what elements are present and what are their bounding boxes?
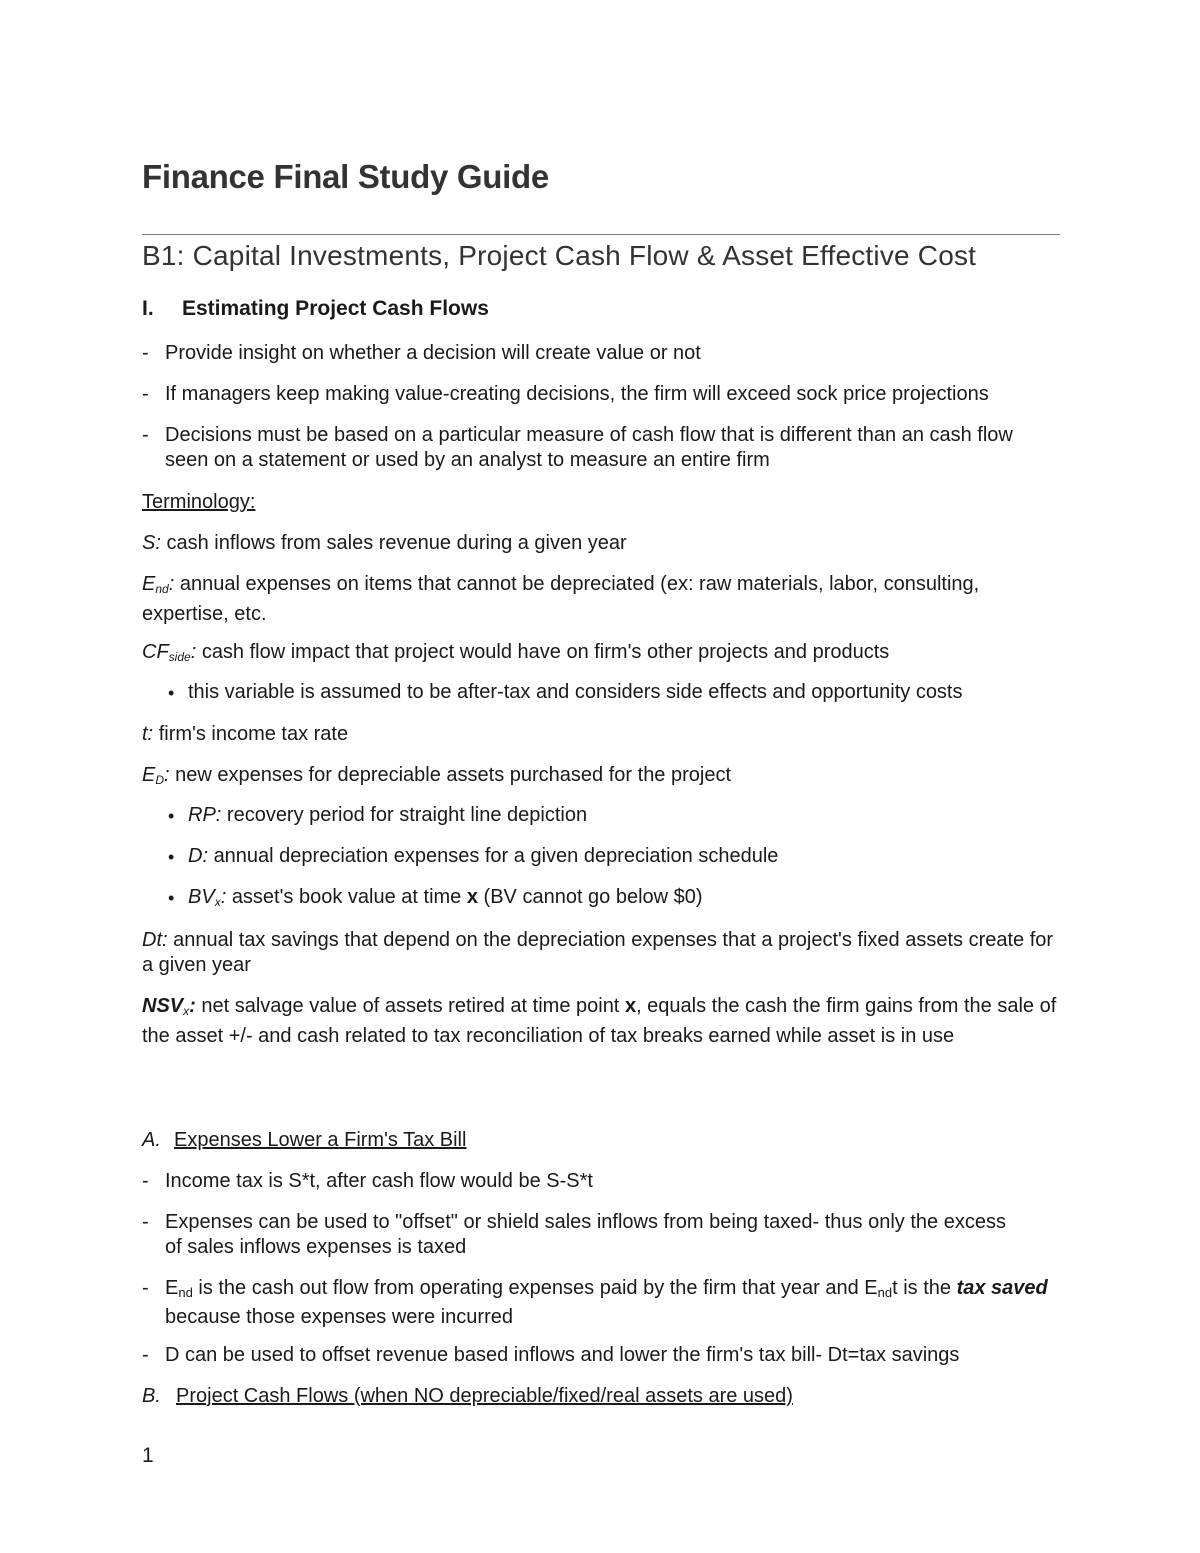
term-colon: : [164, 764, 170, 786]
term-subscript: x [214, 895, 221, 909]
section-heading: B1: Capital Investments, Project Cash Flow & Asset Effective Cost [142, 240, 977, 271]
title-divider [142, 234, 1060, 235]
term-definition: cash inflows from sales revenue during a given year [166, 532, 627, 554]
term-nsvx [142, 994, 1060, 1049]
term-definition: cash flow impact that project would have on firm's other projects and products [201, 641, 890, 663]
dash-bullet: - [142, 1344, 149, 1366]
term-colon: : [190, 641, 197, 663]
subscript: nd [877, 1285, 893, 1300]
heading-text: Estimating Project Cash Flows [182, 297, 489, 320]
text-run: t is the [892, 1277, 957, 1299]
term-label: E [142, 764, 156, 786]
subsection-title: Project Cash Flows (when NO depreciable/fixed/real assets are used) [176, 1385, 793, 1407]
terminology-label: Terminology: [142, 491, 256, 513]
term-colon: : [168, 573, 175, 595]
term-definition: asset's book value at time [231, 886, 467, 908]
round-bullet: • [168, 888, 175, 908]
list-item [165, 1276, 1055, 1330]
dash-bullet: - [142, 1211, 149, 1233]
subsection-letter: A. [142, 1129, 161, 1151]
term-s [142, 531, 1060, 556]
document-title: Finance Final Study Guide [142, 158, 549, 195]
term-label: Dt: [142, 929, 168, 951]
term-variable: x [466, 886, 478, 908]
dash-bullet: - [142, 1277, 149, 1299]
term-label: NSV [142, 995, 184, 1017]
term-label: RP: [188, 804, 222, 826]
text-run: because those expenses were incurred [165, 1306, 513, 1328]
list-item: Decisions must be based on a particular measure of cash flow that is different than an cash flow seen on a statement or used by an analyst to measure an entire firm [165, 424, 1013, 471]
term-subscript: x [183, 1004, 190, 1018]
term-rp [188, 804, 587, 827]
term-label: S: [142, 532, 161, 554]
term-definition-cont: (BV cannot go below $0) [478, 886, 703, 908]
subsection-a-heading [142, 1128, 1060, 1153]
emphasis: tax saved [956, 1277, 1048, 1299]
term-definition: annual depreciation expenses for a given depreciation schedule [213, 845, 779, 867]
term-label: CF [142, 641, 169, 663]
term-d [188, 845, 778, 868]
term-bvx [188, 886, 703, 909]
term-label: BV [188, 886, 215, 908]
term-label: t: [142, 723, 154, 745]
list-item: Provide insight on whether a decision will create value or not [165, 342, 701, 364]
term-definition: firm's income tax rate [158, 723, 349, 745]
list-item: Expenses can be used to "offset" or shield sales inflows from being taxed- thus only the excess of sales inflows expenses is taxed [165, 1211, 1006, 1258]
text-run: E [165, 1277, 179, 1299]
round-bullet: • [168, 806, 175, 826]
dash-bullet: - [142, 1170, 149, 1192]
term-variable: x [624, 995, 637, 1017]
page-number: 1 [142, 1444, 154, 1467]
list-item: Income tax is S*t, after cash flow would be S-S*t [165, 1170, 593, 1192]
subsection-b-heading [142, 1384, 1060, 1409]
heading-number: I. [142, 297, 154, 320]
term-subscript: D [155, 773, 165, 787]
round-bullet: • [168, 683, 175, 703]
list-item: If managers keep making value-creating decisions, the firm will exceed sock price projections [165, 383, 989, 405]
term-ed [142, 763, 1060, 793]
term-definition: annual tax savings that depend on the depreciation expenses that a project's fixed assets create for a given year [142, 929, 1054, 976]
term-definition: new expenses for depreciable assets purchased for the project [175, 764, 732, 786]
list-item: D can be used to offset revenue based inflows and lower the firm's tax bill- Dt=tax savings [165, 1344, 960, 1366]
outline-heading [142, 297, 489, 321]
term-definition-cont: , equals the cash the firm gains from the sale of the asset +/- and cash related to tax reconciliation of tax breaks earned while asset is in use [142, 995, 1057, 1047]
dash-bullet: - [142, 424, 149, 446]
term-colon: : [220, 886, 227, 908]
term-definition: net salvage value of assets retired at time point [201, 995, 625, 1017]
round-bullet: • [168, 847, 175, 867]
term-definition: annual expenses on items that cannot be depreciated (ex: raw materials, labor, consulting, expertise, etc. [142, 573, 980, 625]
term-colon: : [189, 995, 196, 1017]
subsection-letter: B. [142, 1385, 161, 1407]
list-item: this variable is assumed to be after-tax and considers side effects and opportunity costs [188, 681, 963, 703]
subsection-title: Expenses Lower a Firm's Tax Bill [174, 1129, 467, 1151]
term-end [142, 572, 1052, 627]
term-subscript: nd [155, 582, 169, 596]
term-t [142, 722, 1060, 747]
term-cfside [142, 640, 1060, 670]
dash-bullet: - [142, 342, 149, 364]
term-dt [142, 928, 1057, 978]
term-subscript: side [168, 650, 191, 664]
term-label: E [142, 573, 156, 595]
subscript: nd [178, 1285, 193, 1300]
term-label: D: [188, 845, 208, 867]
text-run: is the cash out flow from operating expenses paid by the firm that year and E [192, 1277, 878, 1299]
term-definition: recovery period for straight line depiction [226, 804, 588, 826]
dash-bullet: - [142, 383, 149, 405]
